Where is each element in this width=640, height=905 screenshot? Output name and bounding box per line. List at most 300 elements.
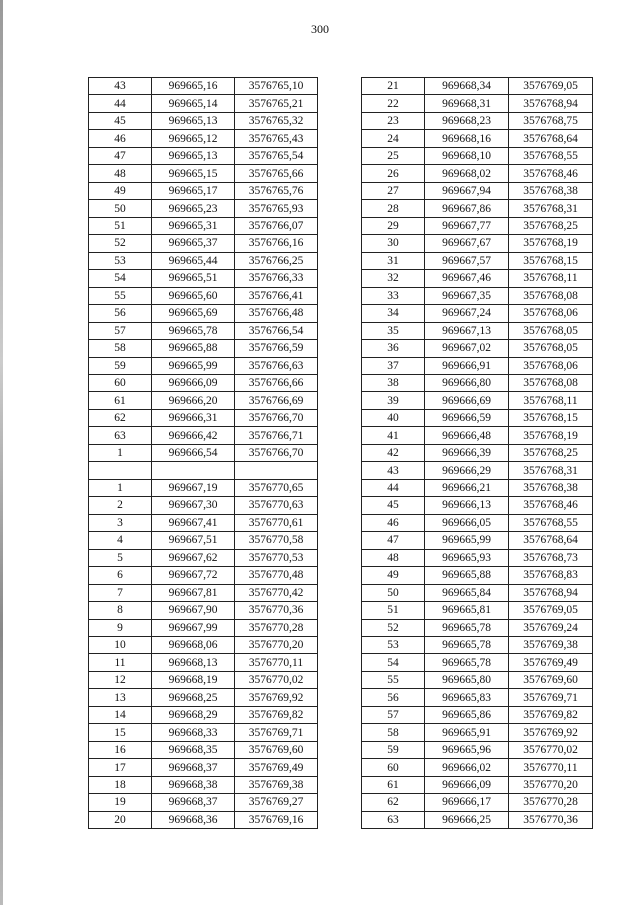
table-row [89,78,318,95]
point-number-cell: 46 [89,130,152,147]
table-row [89,305,318,322]
table-row [89,322,318,339]
x-coordinate-cell: 969666,09 [425,776,509,793]
table-row [362,252,593,269]
table-row [362,322,593,339]
x-coordinate-cell: 969666,48 [425,427,509,444]
y-coordinate-cell: 3576768,06 [509,305,593,322]
point-number-cell: 54 [362,654,425,671]
y-coordinate-cell: 3576769,38 [509,637,593,654]
point-number-cell: 44 [89,95,152,112]
y-coordinate-cell: 3576766,71 [235,427,318,444]
table-row [362,217,593,234]
y-coordinate-cell: 3576766,07 [235,217,318,234]
x-coordinate-cell: 969668,33 [152,724,235,741]
y-coordinate-cell: 3576768,38 [509,182,593,199]
y-coordinate-cell: 3576769,92 [235,689,318,706]
y-coordinate-cell: 3576769,38 [235,776,318,793]
point-number-cell: 43 [362,462,425,479]
point-number-cell: 45 [89,112,152,129]
y-coordinate-cell: 3576770,11 [509,759,593,776]
y-coordinate-cell: 3576766,48 [235,305,318,322]
point-number-cell: 58 [362,724,425,741]
point-number-cell: 62 [89,409,152,426]
point-number-cell: 47 [89,147,152,164]
table-row [362,671,593,688]
x-coordinate-cell: 969667,46 [425,270,509,287]
point-number-cell: 23 [362,112,425,129]
table-row [89,340,318,357]
table-row [89,741,318,758]
y-coordinate-cell: 3576769,16 [235,811,318,828]
x-coordinate-cell: 969665,81 [425,602,509,619]
x-coordinate-cell: 969665,13 [152,112,235,129]
table-row [89,217,318,234]
x-coordinate-cell: 969668,34 [425,78,509,95]
table-row [89,584,318,601]
point-number-cell: 35 [362,322,425,339]
point-number-cell: 56 [89,305,152,322]
table-row [362,374,593,391]
x-coordinate-cell: 969668,35 [152,741,235,758]
table-row [89,689,318,706]
y-coordinate-cell: 3576769,60 [509,671,593,688]
table-row [89,147,318,164]
x-coordinate-cell: 969665,37 [152,235,235,252]
x-coordinate-cell: 969668,25 [152,689,235,706]
point-number-cell: 61 [89,392,152,409]
table-row [362,794,593,811]
table-row [362,305,593,322]
table-row [89,392,318,409]
point-number-cell: 12 [89,671,152,688]
x-coordinate-cell: 969665,69 [152,305,235,322]
x-coordinate-cell: 969665,99 [425,532,509,549]
table-row [89,182,318,199]
table-row [89,427,318,444]
table-row [362,532,593,549]
point-number-cell: 22 [362,95,425,112]
y-coordinate-cell: 3576769,82 [235,706,318,723]
x-coordinate-cell: 969667,19 [152,479,235,496]
x-coordinate-cell: 969667,67 [425,235,509,252]
table-row [362,602,593,619]
x-coordinate-cell: 969665,13 [152,147,235,164]
table-row [362,514,593,531]
point-number-cell: 36 [362,340,425,357]
x-coordinate-cell: 969667,62 [152,549,235,566]
y-coordinate-cell: 3576765,76 [235,182,318,199]
point-number-cell: 11 [89,654,152,671]
x-coordinate-cell: 969666,31 [152,409,235,426]
point-number-cell: 40 [362,409,425,426]
table-row [362,78,593,95]
table-row [89,811,318,828]
table-row [362,427,593,444]
y-coordinate-cell: 3576768,08 [509,374,593,391]
x-coordinate-cell: 969665,78 [152,322,235,339]
table-row [89,619,318,636]
x-coordinate-cell: 969667,77 [425,217,509,234]
point-number-cell: 53 [362,637,425,654]
x-coordinate-cell: 969667,72 [152,567,235,584]
table-row [362,340,593,357]
x-coordinate-cell: 969667,81 [152,584,235,601]
y-coordinate-cell: 3576768,64 [509,532,593,549]
point-number-cell: 50 [362,584,425,601]
y-coordinate-cell: 3576765,32 [235,112,318,129]
x-coordinate-cell: 969666,54 [152,444,235,461]
table-row [89,514,318,531]
x-coordinate-cell: 969666,20 [152,392,235,409]
y-coordinate-cell: 3576765,43 [235,130,318,147]
x-coordinate-cell: 969665,16 [152,78,235,95]
table-row [89,165,318,182]
point-number-cell: 2 [89,497,152,514]
x-coordinate-cell: 969665,88 [425,567,509,584]
y-coordinate-cell: 3576765,10 [235,78,318,95]
x-coordinate-cell: 969667,51 [152,532,235,549]
y-coordinate-cell: 3576768,94 [509,584,593,601]
point-number-cell: 39 [362,392,425,409]
point-number-cell: 63 [362,811,425,828]
table-row [89,706,318,723]
x-coordinate-cell: 969665,12 [152,130,235,147]
point-number-cell: 31 [362,252,425,269]
table-row [89,200,318,217]
point-number-cell: 55 [362,671,425,688]
point-number-cell: 47 [362,532,425,549]
point-number-cell: 38 [362,374,425,391]
point-number-cell: 14 [89,706,152,723]
x-coordinate-cell: 969668,02 [425,165,509,182]
point-number-cell: 15 [89,724,152,741]
point-number-cell: 20 [89,811,152,828]
table-row [362,270,593,287]
point-number-cell: 13 [89,689,152,706]
table-row [89,497,318,514]
table-row [89,270,318,287]
point-number-cell: 50 [89,200,152,217]
table-row [362,654,593,671]
y-coordinate-cell: 3576768,38 [509,479,593,496]
y-coordinate-cell: 3576765,21 [235,95,318,112]
point-number-cell: 41 [362,427,425,444]
point-number-cell: 58 [89,340,152,357]
y-coordinate-cell: 3576768,73 [509,549,593,566]
x-coordinate-cell: 969666,25 [425,811,509,828]
x-coordinate-cell: 969665,78 [425,619,509,636]
x-coordinate-cell: 969667,30 [152,497,235,514]
table-row [362,706,593,723]
x-coordinate-cell: 969668,16 [425,130,509,147]
x-coordinate-cell: 969668,29 [152,706,235,723]
table-row [362,200,593,217]
y-coordinate-cell: 3576770,42 [235,584,318,601]
y-coordinate-cell: 3576768,05 [509,340,593,357]
x-coordinate-cell: 969666,21 [425,479,509,496]
y-coordinate-cell: 3576769,82 [509,706,593,723]
y-coordinate-cell: 3576770,20 [509,776,593,793]
y-coordinate-cell: 3576766,59 [235,340,318,357]
y-coordinate-cell: 3576770,28 [509,794,593,811]
x-coordinate-cell: 969665,91 [425,724,509,741]
x-coordinate-cell: 969668,31 [425,95,509,112]
table-row [362,444,593,461]
y-coordinate-cell: 3576768,19 [509,427,593,444]
point-number-cell: 5 [89,549,152,566]
y-coordinate-cell: 3576766,70 [235,444,318,461]
y-coordinate-cell: 3576770,58 [235,532,318,549]
point-number-cell: 24 [362,130,425,147]
point-number-cell: 43 [89,78,152,95]
y-coordinate-cell: 3576768,83 [509,567,593,584]
table-row [89,95,318,112]
page-edge [0,0,3,905]
y-coordinate-cell: 3576770,63 [235,497,318,514]
point-number-cell: 53 [89,252,152,269]
y-coordinate-cell: 3576768,75 [509,112,593,129]
table-row [362,776,593,793]
point-number-cell: 33 [362,287,425,304]
y-coordinate-cell: 3576768,31 [509,462,593,479]
point-number-cell: 46 [362,514,425,531]
x-coordinate-cell: 969665,83 [425,689,509,706]
x-coordinate-cell: 969666,29 [425,462,509,479]
x-coordinate-cell: 969666,02 [425,759,509,776]
x-coordinate-cell: 969665,80 [425,671,509,688]
x-coordinate-cell: 969665,14 [152,95,235,112]
y-coordinate-cell: 3576770,61 [235,514,318,531]
x-coordinate-cell: 969666,09 [152,374,235,391]
y-coordinate-cell: 3576770,36 [235,602,318,619]
table-row [362,147,593,164]
x-coordinate-cell: 969666,80 [425,374,509,391]
point-number-cell: 25 [362,147,425,164]
x-coordinate-cell: 969667,41 [152,514,235,531]
x-coordinate-cell: 969668,06 [152,637,235,654]
y-coordinate-cell: 3576766,25 [235,252,318,269]
x-coordinate-cell: 969668,38 [152,776,235,793]
table-row [362,165,593,182]
x-coordinate-cell: 969665,31 [152,217,235,234]
point-number-cell: 10 [89,637,152,654]
x-coordinate-cell: 969668,10 [425,147,509,164]
point-number-cell: 55 [89,287,152,304]
y-coordinate-cell: 3576768,55 [509,514,593,531]
x-coordinate-cell: 969665,78 [425,654,509,671]
y-coordinate-cell [235,462,318,479]
x-coordinate-cell: 969666,91 [425,357,509,374]
y-coordinate-cell: 3576766,16 [235,235,318,252]
table-row [89,357,318,374]
point-number-cell: 45 [362,497,425,514]
x-coordinate-cell: 969667,99 [152,619,235,636]
y-coordinate-cell: 3576769,05 [509,602,593,619]
table-row [362,287,593,304]
table-row [89,567,318,584]
x-coordinate-cell: 969667,02 [425,340,509,357]
x-coordinate-cell: 969665,23 [152,200,235,217]
y-coordinate-cell: 3576768,46 [509,497,593,514]
y-coordinate-cell: 3576770,02 [235,671,318,688]
x-coordinate-cell: 969665,17 [152,182,235,199]
y-coordinate-cell: 3576769,27 [235,794,318,811]
y-coordinate-cell: 3576769,71 [235,724,318,741]
y-coordinate-cell: 3576768,11 [509,270,593,287]
y-coordinate-cell: 3576768,15 [509,409,593,426]
x-coordinate-cell: 969665,86 [425,706,509,723]
table-row [89,444,318,461]
y-coordinate-cell: 3576768,19 [509,235,593,252]
table-row [89,549,318,566]
point-number-cell: 56 [362,689,425,706]
table-row [362,409,593,426]
table-row [89,671,318,688]
x-coordinate-cell: 969667,24 [425,305,509,322]
point-number-cell: 4 [89,532,152,549]
table-row [362,497,593,514]
x-coordinate-cell: 969666,39 [425,444,509,461]
x-coordinate-cell: 969667,94 [425,182,509,199]
x-coordinate-cell: 969665,15 [152,165,235,182]
point-number-cell: 28 [362,200,425,217]
point-number-cell: 29 [362,217,425,234]
y-coordinate-cell: 3576769,49 [509,654,593,671]
x-coordinate-cell: 969665,60 [152,287,235,304]
table-row [362,392,593,409]
table-row [89,637,318,654]
point-number-cell: 8 [89,602,152,619]
table-row [362,811,593,828]
y-coordinate-cell: 3576768,55 [509,147,593,164]
point-number-cell: 30 [362,235,425,252]
table-row [89,287,318,304]
y-coordinate-cell: 3576768,06 [509,357,593,374]
point-number-cell: 7 [89,584,152,601]
page-number: 300 [311,22,329,36]
table-row [89,252,318,269]
table-row [89,794,318,811]
point-number-cell: 18 [89,776,152,793]
x-coordinate-cell: 969667,57 [425,252,509,269]
point-number-cell: 9 [89,619,152,636]
y-coordinate-cell: 3576766,41 [235,287,318,304]
point-number-cell: 42 [362,444,425,461]
point-number-cell: 49 [362,567,425,584]
point-number-cell: 34 [362,305,425,322]
point-number-cell: 17 [89,759,152,776]
y-coordinate-cell: 3576766,66 [235,374,318,391]
table-row [89,759,318,776]
y-coordinate-cell: 3576770,02 [509,741,593,758]
x-coordinate-cell: 969667,35 [425,287,509,304]
point-number-cell: 60 [89,374,152,391]
x-coordinate-cell: 969668,23 [425,112,509,129]
point-number-cell: 27 [362,182,425,199]
y-coordinate-cell: 3576770,53 [235,549,318,566]
coordinates-table-left [88,77,318,829]
table-row [362,235,593,252]
table-row [89,654,318,671]
x-coordinate-cell: 969665,84 [425,584,509,601]
table-row [89,532,318,549]
point-number-cell: 63 [89,427,152,444]
point-number-cell [89,462,152,479]
table-row [89,479,318,496]
x-coordinate-cell: 969665,88 [152,340,235,357]
x-coordinate-cell: 969666,42 [152,427,235,444]
table-row [362,567,593,584]
point-number-cell: 6 [89,567,152,584]
point-number-cell: 59 [362,741,425,758]
point-number-cell: 52 [362,619,425,636]
table-row [362,637,593,654]
y-coordinate-cell: 3576770,48 [235,567,318,584]
x-coordinate-cell: 969665,96 [425,741,509,758]
point-number-cell: 51 [89,217,152,234]
table-row [89,462,318,479]
x-coordinate-cell: 969665,51 [152,270,235,287]
table-row [89,112,318,129]
point-number-cell: 54 [89,270,152,287]
y-coordinate-cell: 3576770,20 [235,637,318,654]
y-coordinate-cell: 3576766,69 [235,392,318,409]
y-coordinate-cell: 3576768,25 [509,444,593,461]
y-coordinate-cell: 3576768,08 [509,287,593,304]
point-number-cell: 26 [362,165,425,182]
y-coordinate-cell: 3576768,31 [509,200,593,217]
y-coordinate-cell: 3576765,54 [235,147,318,164]
table-row [362,95,593,112]
table-row [362,689,593,706]
x-coordinate-cell: 969666,05 [425,514,509,531]
y-coordinate-cell: 3576770,65 [235,479,318,496]
y-coordinate-cell: 3576766,70 [235,409,318,426]
point-number-cell: 48 [362,549,425,566]
y-coordinate-cell: 3576766,33 [235,270,318,287]
point-number-cell: 37 [362,357,425,374]
x-coordinate-cell: 969668,37 [152,759,235,776]
x-coordinate-cell: 969666,13 [425,497,509,514]
point-number-cell: 60 [362,759,425,776]
y-coordinate-cell: 3576766,54 [235,322,318,339]
point-number-cell: 52 [89,235,152,252]
point-number-cell: 51 [362,602,425,619]
x-coordinate-cell: 969666,59 [425,409,509,426]
y-coordinate-cell: 3576768,94 [509,95,593,112]
table-row [362,584,593,601]
point-number-cell: 61 [362,776,425,793]
y-coordinate-cell: 3576765,66 [235,165,318,182]
point-number-cell: 19 [89,794,152,811]
y-coordinate-cell: 3576766,63 [235,357,318,374]
table-row [362,182,593,199]
table-row [89,235,318,252]
y-coordinate-cell: 3576768,05 [509,322,593,339]
y-coordinate-cell: 3576768,15 [509,252,593,269]
y-coordinate-cell: 3576768,46 [509,165,593,182]
table-row [362,112,593,129]
x-coordinate-cell: 969667,86 [425,200,509,217]
table-row [362,462,593,479]
x-coordinate-cell: 969668,19 [152,671,235,688]
x-coordinate-cell: 969666,69 [425,392,509,409]
point-number-cell: 1 [89,444,152,461]
y-coordinate-cell: 3576769,60 [235,741,318,758]
point-number-cell: 1 [89,479,152,496]
y-coordinate-cell: 3576769,49 [235,759,318,776]
